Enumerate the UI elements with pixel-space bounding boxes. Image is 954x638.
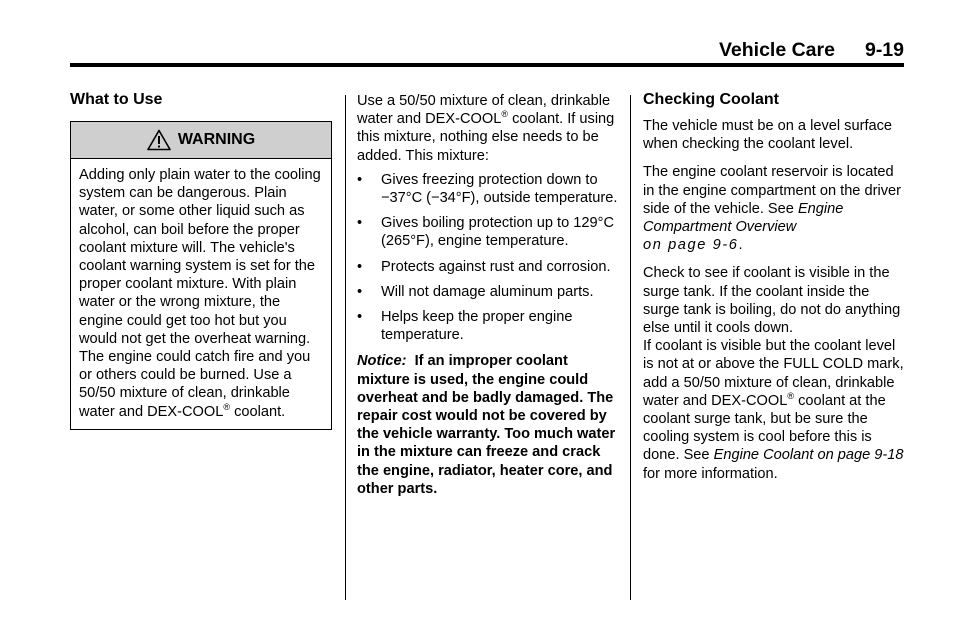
list-item-text: Protects against rust and corrosion. [381,258,611,275]
registered-mark: ® [787,390,795,401]
warning-box [70,121,332,430]
cross-reference-link[interactable]: Engine Coolant on page 9-18 [713,447,904,464]
bullet: • [357,283,363,300]
warning-label: WARNING [177,130,256,148]
registered-mark: ® [501,109,509,120]
section-title: Vehicle Care [718,39,835,61]
bullet: • [357,171,363,188]
paragraph-level-surface: The vehicle must be on a level surface when checking the coolant level. [643,118,893,153]
list-item-text: Gives boiling protection up to 129°C (265°F), engine temperature. [381,215,614,250]
period: . [738,237,743,254]
reservoir-text: The engine coolant reservoir is located in the engine compartment on the driver side of the vehicle. See [643,164,901,217]
page-header [70,38,904,62]
notice-paragraph [357,352,621,498]
bullet: • [357,215,363,232]
bullet: • [357,258,363,275]
surge-tank-text-a: Check to see if coolant is visible in the surge tank. If the coolant inside the surge tank is boiling, do not do anything else until it cools down. [643,265,901,337]
list-item-text: Gives freezing protection down to −37°C (−34°F), outside temperature. [381,171,618,207]
intro-text-b: coolant. If using this mixture, nothing else needs to be added. This mixture: [357,111,615,164]
list-item-text: Will not damage aluminum parts. [381,283,594,300]
paragraph-check-surge-tank [643,264,905,482]
notice-text: If an improper coolant mixture is used, the engine could overheat and be badly damaged. The repair cost would not be covered by the vehicle warranty. Too much water in the mixture can freeze and crack the engine, radiator, heater core, and other parts. [357,353,616,497]
registered-mark: ® [223,401,231,412]
surge-tank-text-d: for more information. [643,465,778,482]
list-item [357,308,621,344]
intro-text-a: Use a 50/50 mixture of clean, drinkable water and DEX-COOL [357,93,611,128]
list-item-text: Helps keep the proper engine temperature. [381,309,573,344]
warning-header [71,122,331,159]
column-what-to-use [70,90,332,430]
warning-body-end: coolant. [230,403,286,420]
warning-triangle-icon [147,129,171,151]
page-number: 9-19 [864,39,904,61]
what-to-use-heading: What to Use [70,91,163,108]
header-rule [70,63,904,67]
notice-label: Notice: [357,353,407,370]
column-mixture [357,90,621,498]
column-checking-coolant [643,90,905,493]
bullet: • [357,309,363,326]
checking-coolant-heading: Checking Coolant [643,91,780,108]
warning-body: Adding only plain water to the cooling system can be dangerous. Plain water, or some other liquid such as alcohol, can boil before the proper coolant mixture will. The vehicle's coolant warning system is set for the proper coolant mixture. With plain water or the wrong mixture, the engine could get too hot but you would not get the overheat warning. The engine could catch fire and you or others could be burned. Use a 50/50 mixture of clean, drinkable water and DEX-COOL [79,167,321,420]
list-item [357,171,621,207]
mixture-benefits-list [357,171,621,345]
cross-reference-page[interactable]: on page 9-6 [643,237,739,254]
warning-text [71,159,331,429]
surge-tank-text-b: If coolant is visible but the coolant level is not at or above the FULL COLD mark, add a 50/50 mixture of clean, drinkable water and DEX-COOL [643,338,904,409]
cross-reference-link[interactable]: Engine Compartment Overview [643,200,844,236]
list-item [357,283,621,301]
list-item [357,258,621,276]
paragraph-reservoir-location [643,163,905,254]
list-item [357,214,621,250]
mixture-intro [357,92,621,165]
surge-tank-text-c: coolant at the coolant surge tank, but be sure the cooling system is cool before this is done. See [643,392,886,464]
column-divider-1 [345,95,346,600]
column-divider-2 [630,95,631,600]
